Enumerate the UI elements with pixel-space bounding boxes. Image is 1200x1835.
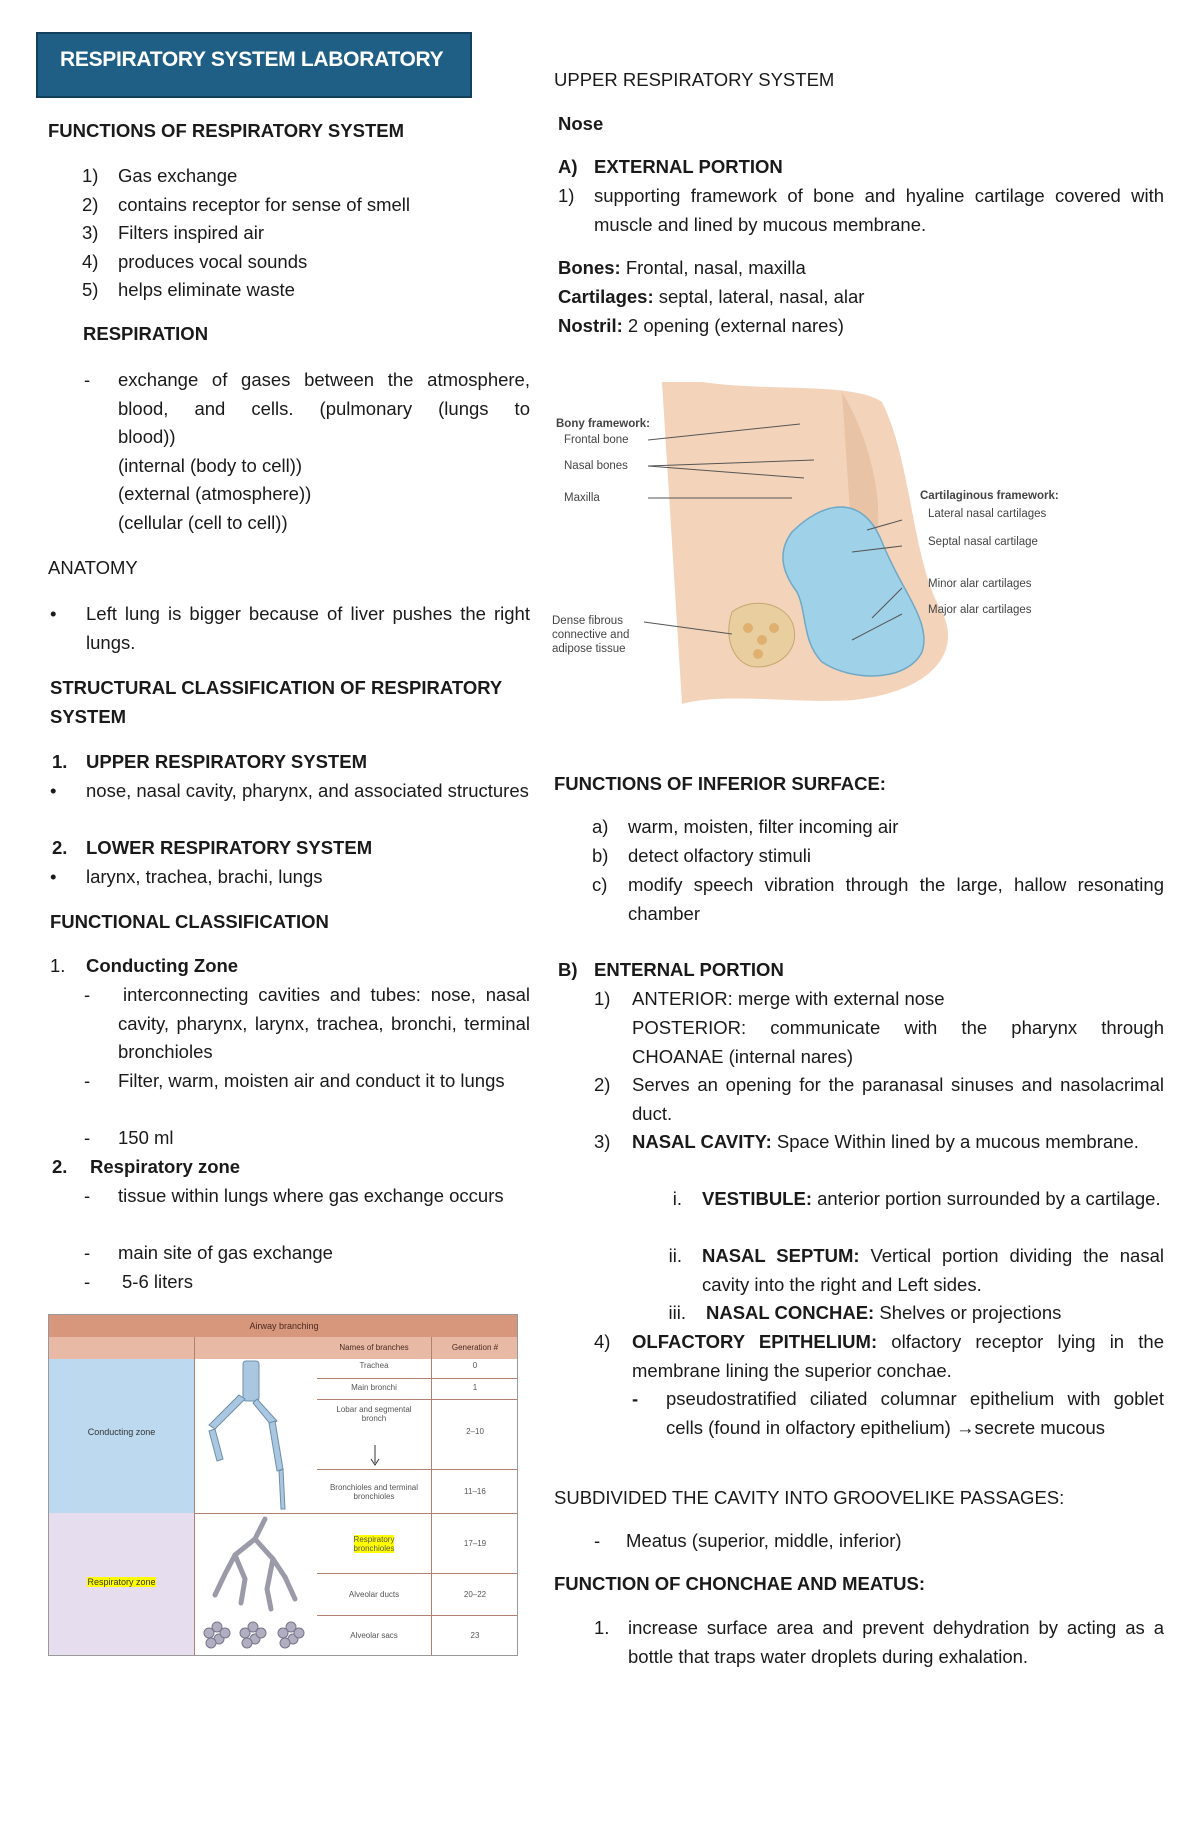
col-branches: Names of branches <box>339 1343 409 1352</box>
functional-heading: FUNCTIONAL CLASSIFICATION <box>50 911 329 932</box>
figure-title: Airway branching <box>49 1315 518 1337</box>
inferior-heading: FUNCTIONS OF INFERIOR SURFACE: <box>554 773 886 794</box>
airway-branching-figure <box>48 1314 518 1656</box>
list-item-letter: a) <box>592 816 609 837</box>
divider <box>317 1573 518 1574</box>
section-a-item: supporting framework of bone and hyaline cartilage covered with muscle and lined by mucous membrane. <box>594 185 1164 235</box>
sub-i-label: VESTIBULE: <box>702 1188 812 1209</box>
roman-numeral: iii. <box>668 1302 686 1323</box>
dash: - <box>84 369 91 390</box>
inferior-item: modify speech vibration through the large, hallow resonating chamber <box>628 874 1164 924</box>
anatomy-text: Left lung is bigger because of liver pushes the right lungs. <box>86 603 530 653</box>
bones-line <box>558 254 806 283</box>
roman-numeral: i. <box>672 1188 682 1209</box>
upper-heading: UPPER RESPIRATORY SYSTEM <box>554 69 835 90</box>
conducting-item: interconnecting cavities and tubes: nose, nasal cavity, pharynx, larynx, trachea, bronchi, terminal bronchioles <box>118 984 530 1062</box>
row-gen: 1 <box>472 1383 478 1392</box>
dash: - <box>84 1271 91 1292</box>
text-line: blood)) <box>118 426 176 447</box>
dash: - <box>84 1127 91 1148</box>
dash: - <box>84 1242 91 1263</box>
conducting-item: 150 ml <box>118 1127 174 1148</box>
list-item: Gas exchange <box>118 165 238 186</box>
chonchae-heading: FUNCTION OF CHONCHAE AND MEATUS: <box>554 1573 926 1594</box>
text-line: blood, and cells. (pulmonary (lungs to <box>118 397 530 419</box>
list-item: contains receptor for sense of smell <box>118 193 411 215</box>
respzone-item: 5-6 liters <box>122 1271 193 1292</box>
row-name: Alveolar sacs <box>350 1631 398 1640</box>
subdivided-heading: SUBDIVIDED THE CAVITY INTO GROOVELIKE PASSAGES: <box>554 1487 1065 1508</box>
functions-heading: FUNCTIONS OF RESPIRATORY SYSTEM <box>48 120 404 141</box>
sub-iii-label: NASAL CONCHAE: <box>706 1302 875 1323</box>
col-generation: Generation # <box>451 1343 499 1352</box>
conducting-num: 1. <box>50 955 66 976</box>
b3-text <box>632 1128 1164 1157</box>
list-item: Filters inspired air <box>118 222 264 243</box>
upper-num: 1. <box>52 751 68 772</box>
dash: - <box>632 1388 639 1409</box>
row-name: Trachea <box>359 1361 389 1370</box>
highlight-text: Respiratory zone <box>87 1577 156 1587</box>
nose-anatomy-figure <box>552 382 1092 704</box>
list-item-number: 2) <box>82 193 99 215</box>
bullet: • <box>50 780 57 801</box>
respzone-item: main site of gas exchange <box>118 1242 333 1263</box>
dash: - <box>84 1185 91 1206</box>
row-gen: 17–19 <box>463 1539 487 1548</box>
bony-label: Maxilla <box>564 492 600 504</box>
list-item: produces vocal sounds <box>118 250 308 272</box>
section-b-heading: ENTERNAL PORTION <box>594 959 784 980</box>
bullet: • <box>50 603 57 624</box>
list-item-letter: c) <box>592 874 608 895</box>
inferior-item: detect olfactory stimuli <box>628 845 812 866</box>
respzone-item: tissue within lungs where gas exchange occurs <box>118 1185 504 1206</box>
structural-heading <box>50 674 502 731</box>
dense-label: Dense fibrous connective and adipose tissue <box>552 615 630 655</box>
sub-iii-body: Shelves or projections <box>874 1302 1062 1323</box>
list-item-number: 1) <box>558 185 575 206</box>
list-item-number: 3) <box>594 1131 611 1152</box>
b4-sub-text: pseudostratified ciliated columnar epithelium with goblet cells (found in olfactory epithelium) →secrete mucous <box>666 1388 1164 1438</box>
bony-label: Nasal bones <box>564 460 628 472</box>
cartilages-text: septal, lateral, nasal, alar <box>653 286 865 307</box>
section-b-label: B) <box>558 959 578 980</box>
inferior-item: warm, moisten, filter incoming air <box>628 816 899 837</box>
list-item: helps eliminate waste <box>118 279 295 300</box>
text-line: (cellular (cell to cell)) <box>118 511 288 533</box>
respzone-num: 2. <box>52 1156 68 1177</box>
list-item-number: 4) <box>594 1331 611 1352</box>
b4-text <box>632 1328 1164 1385</box>
bony-label: Frontal bone <box>564 434 629 446</box>
conducting-zone-label: Conducting zone <box>87 1427 156 1437</box>
list-item-number: 1) <box>82 165 99 186</box>
bullet: • <box>50 866 57 887</box>
nostril-text: 2 opening (external nares) <box>622 315 844 336</box>
list-item-number: 4) <box>82 250 99 272</box>
roman-numeral: ii. <box>668 1245 682 1266</box>
text-line: exchange of gases between the atmosphere, <box>118 369 530 390</box>
sub-ii-body: Vertical portion dividing the nasal cavity into the right and Left sides. <box>702 1245 1164 1295</box>
sub-ii-label: NASAL SEPTUM: <box>702 1245 860 1266</box>
text-line: (internal (body to cell)) <box>118 454 303 476</box>
nostril-line <box>558 312 844 341</box>
heading-line: STRUCTURAL CLASSIFICATION OF RESPIRATORY <box>50 677 503 698</box>
b4-body: olfactory receptor lying in the membrane lining the superior conchae. <box>632 1331 1164 1381</box>
cart-label: Major alar cartilages <box>928 604 1032 616</box>
list-item-letter: b) <box>592 845 609 866</box>
row-name: Main bronchi <box>351 1383 397 1392</box>
row-gen: 2–10 <box>466 1427 484 1436</box>
dash: - <box>84 1070 91 1091</box>
anatomy-heading: ANATOMY <box>48 557 138 578</box>
b3-body: Space Within lined by a mucous membrane. <box>771 1131 1139 1152</box>
bones-text: Frontal, nasal, maxilla <box>620 257 806 278</box>
lower-label: LOWER RESPIRATORY SYSTEM <box>86 837 373 858</box>
page-title: RESPIRATORY SYSTEM LABORATORY <box>60 48 444 71</box>
conducting-item: Filter, warm, moisten air and conduct it to lungs <box>118 1070 505 1091</box>
list-item-number: 2) <box>594 1074 611 1095</box>
lower-num: 2. <box>52 837 68 858</box>
upper-bullet-text: nose, nasal cavity, pharynx, and associated structures <box>86 780 529 801</box>
dash: - <box>84 984 91 1005</box>
dash: - <box>594 1530 601 1551</box>
divider <box>317 1378 518 1379</box>
sub-iii-text <box>706 1299 1061 1328</box>
row-gen: 20–22 <box>463 1590 487 1599</box>
b3-label: NASAL CAVITY: <box>632 1131 772 1152</box>
b1-line1: ANTERIOR: merge with external nose <box>632 988 945 1009</box>
airway-tree-illustration <box>195 1359 317 1656</box>
conducting-label: Conducting Zone <box>86 955 239 976</box>
b2-text: Serves an opening for the paranasal sinuses and nasolacrimal duct. <box>632 1074 1164 1124</box>
list-item-number: 5) <box>82 279 99 300</box>
respiratory-zone-label <box>49 1577 194 1587</box>
section-a-label: A) <box>558 156 578 177</box>
divider <box>317 1399 518 1400</box>
title-banner <box>36 32 472 98</box>
row-gen: 11–16 <box>464 1487 486 1496</box>
sub-ii-text <box>702 1242 1164 1299</box>
list-item-number: 3) <box>82 222 99 243</box>
bones-label: Bones: <box>558 257 621 278</box>
b1-line2: POSTERIOR: communicate with the pharynx through CHOANAE (internal nares) <box>632 1017 1164 1067</box>
nostril-label: Nostril: <box>558 315 623 336</box>
row-name: Alveolar ducts <box>348 1590 400 1599</box>
lower-bullet-text: larynx, trachea, brachi, lungs <box>86 866 323 887</box>
arrow-down-icon <box>369 1445 381 1469</box>
sub-i-text <box>702 1185 1164 1214</box>
row-name <box>344 1535 404 1553</box>
heading-line: SYSTEM <box>50 705 127 727</box>
divider <box>317 1469 518 1470</box>
text-line: (external (atmosphere)) <box>118 483 312 504</box>
meatus-text: Meatus (superior, middle, inferior) <box>626 1530 902 1551</box>
respiration-heading: RESPIRATION <box>83 323 209 344</box>
upper-label: UPPER RESPIRATORY SYSTEM <box>86 751 367 772</box>
row-gen: 0 <box>472 1361 478 1370</box>
b4-label: OLFACTORY EPITHELIUM: <box>632 1331 878 1352</box>
cartilages-line <box>558 283 864 312</box>
list-item-number: 1) <box>594 988 611 1009</box>
bony-heading: Bony framework: <box>556 418 650 430</box>
respzone-label: Respiratory zone <box>90 1156 241 1177</box>
sub-i-body: anterior portion surrounded by a cartilage. <box>811 1188 1161 1209</box>
cartilages-label: Cartilages: <box>558 286 654 307</box>
list-item-number: 1. <box>594 1617 610 1638</box>
nose-heading: Nose <box>558 113 604 134</box>
row-gen: 23 <box>470 1631 480 1640</box>
section-a-heading: EXTERNAL PORTION <box>594 156 783 177</box>
respiration-text <box>118 366 530 537</box>
row-name: Lobar and segmental bronch <box>336 1405 412 1423</box>
cart-label: Minor alar cartilages <box>928 578 1032 590</box>
cart-heading: Cartilaginous framework: <box>920 490 1059 502</box>
row-name: Bronchioles and terminal bronchioles <box>329 1483 419 1501</box>
cart-label: Septal nasal cartilage <box>928 536 1038 548</box>
divider <box>317 1615 518 1616</box>
cart-label: Lateral nasal cartilages <box>928 508 1047 520</box>
chonchae-text: increase surface area and prevent dehydration by acting as a bottle that traps water droplets during exhalation. <box>628 1617 1164 1667</box>
highlight-text: Respiratory bronchioles <box>353 1535 395 1553</box>
